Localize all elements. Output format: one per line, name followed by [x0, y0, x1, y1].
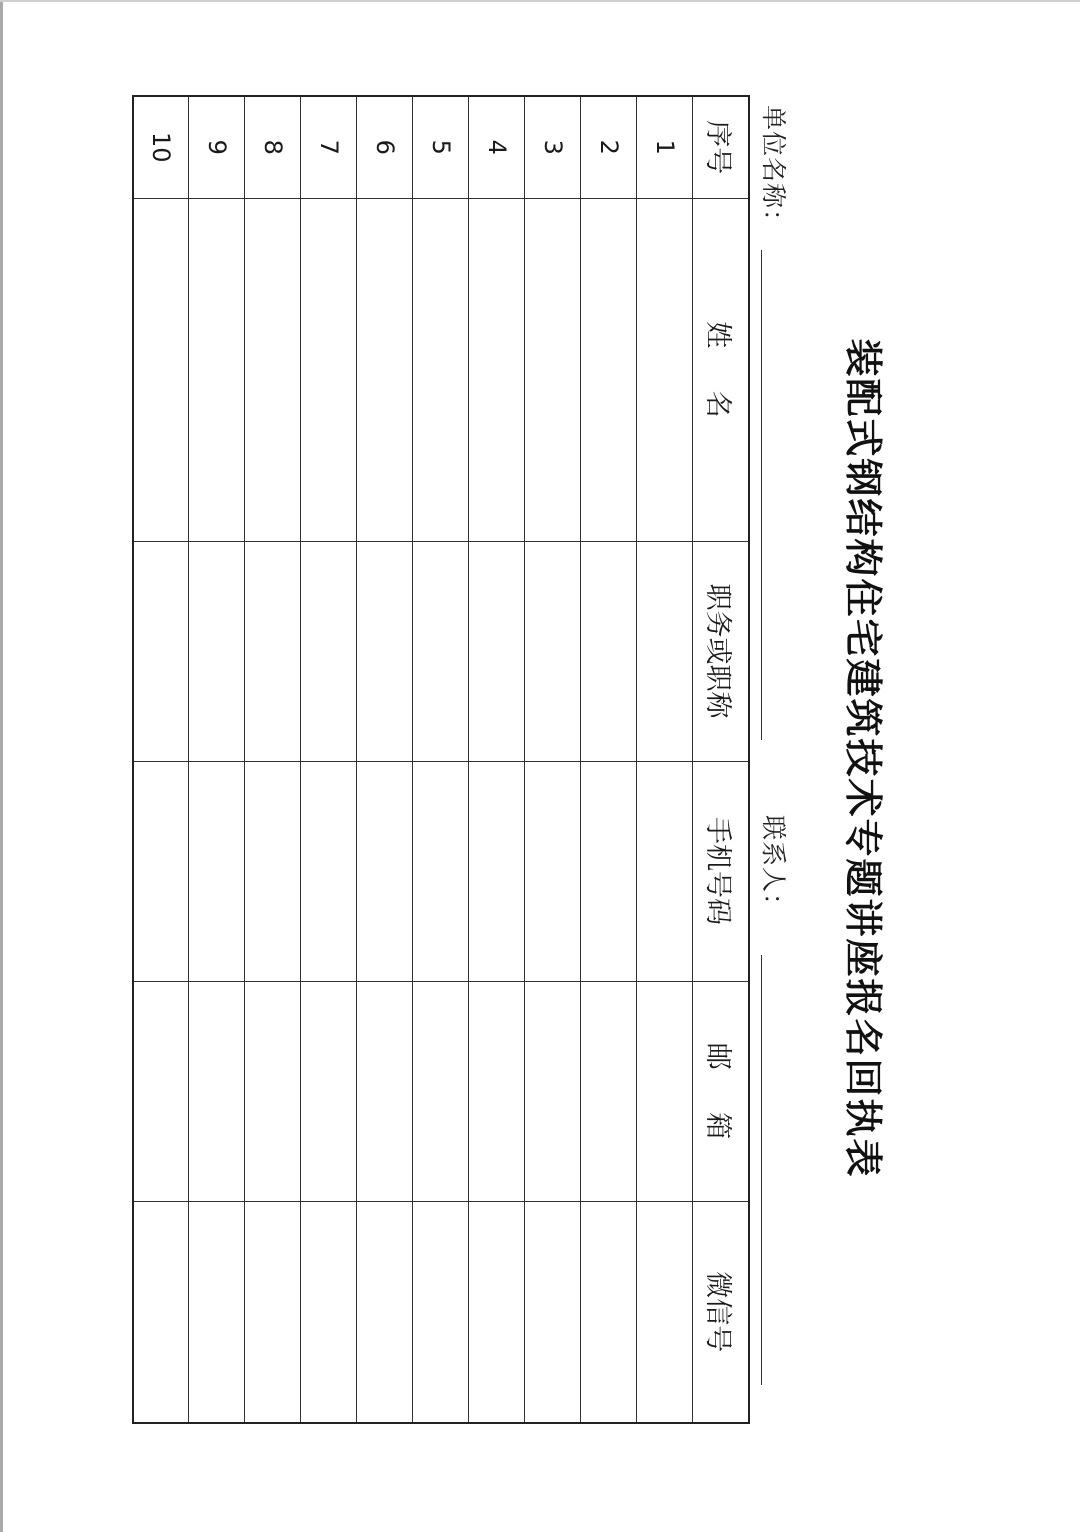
cell-email: [469, 981, 525, 1201]
cell-position: [357, 541, 413, 761]
cell-wechat: [189, 1201, 245, 1423]
cell-email: [581, 981, 637, 1201]
cell-phone: [637, 761, 693, 981]
unit-name-blank: [761, 250, 762, 740]
cell-name: [525, 198, 581, 541]
cell-email: [189, 981, 245, 1201]
cell-phone: [133, 761, 189, 981]
contact-person-label: 联系人：: [759, 815, 788, 920]
cell-name: [581, 198, 637, 541]
row-number: 7: [301, 96, 357, 198]
table-row: [413, 96, 469, 1423]
cell-position: [189, 541, 245, 761]
cell-position: [581, 541, 637, 761]
contact-person-blank: [761, 955, 762, 1385]
header-seq: 序号: [693, 96, 749, 198]
cell-phone: [189, 761, 245, 981]
cell-wechat: [637, 1201, 693, 1423]
cell-phone: [413, 761, 469, 981]
table-row: [357, 96, 413, 1423]
cell-position: [469, 541, 525, 761]
cell-wechat: [413, 1201, 469, 1423]
table-row: [133, 96, 189, 1423]
registration-table: [132, 95, 750, 1424]
cell-phone: [301, 761, 357, 981]
cell-position: [245, 541, 301, 761]
cell-wechat: [301, 1201, 357, 1423]
table-row: [581, 96, 637, 1423]
cell-name: [357, 198, 413, 541]
table-row: [245, 96, 301, 1423]
row-number: 9: [189, 96, 245, 198]
row-number: 1: [637, 96, 693, 198]
header-position: 职务或职称: [693, 541, 749, 761]
row-number: 10: [133, 96, 189, 198]
row-number: 2: [581, 96, 637, 198]
unit-name-label: 单位名称：: [759, 105, 788, 236]
cell-phone: [357, 761, 413, 981]
cell-position: [301, 541, 357, 761]
cell-phone: [581, 761, 637, 981]
cell-wechat: [469, 1201, 525, 1423]
cell-name: [413, 198, 469, 541]
table-row: [301, 96, 357, 1423]
cell-position: [525, 541, 581, 761]
cell-position: [133, 541, 189, 761]
header-email: 邮 箱: [693, 981, 749, 1201]
cell-wechat: [581, 1201, 637, 1423]
row-number: 6: [357, 96, 413, 198]
cell-position: [637, 541, 693, 761]
cell-phone: [525, 761, 581, 981]
table-row: [469, 96, 525, 1423]
cell-wechat: [525, 1201, 581, 1423]
table-row: [637, 96, 693, 1423]
table-header-row: [693, 96, 749, 1423]
row-number: 5: [413, 96, 469, 198]
table-row: [189, 96, 245, 1423]
cell-wechat: [133, 1201, 189, 1423]
cell-email: [301, 981, 357, 1201]
cell-email: [413, 981, 469, 1201]
row-number: 8: [245, 96, 301, 198]
header-phone: 手机号码: [693, 761, 749, 981]
row-number: 3: [525, 96, 581, 198]
cell-name: [189, 198, 245, 541]
cell-email: [357, 981, 413, 1201]
header-name: 姓 名: [693, 198, 749, 541]
cell-name: [133, 198, 189, 541]
cell-email: [525, 981, 581, 1201]
cell-email: [637, 981, 693, 1201]
cell-email: [245, 981, 301, 1201]
cell-wechat: [357, 1201, 413, 1423]
table-row: [525, 96, 581, 1423]
cell-name: [469, 198, 525, 541]
form-title: 装配式钢结构住宅建筑技术专题讲座报名回执表: [841, 338, 885, 1179]
header-wechat: 微信号: [693, 1201, 749, 1423]
cell-name: [637, 198, 693, 541]
cell-email: [133, 981, 189, 1201]
cell-wechat: [245, 1201, 301, 1423]
cell-phone: [245, 761, 301, 981]
row-number: 4: [469, 96, 525, 198]
cell-name: [245, 198, 301, 541]
cell-position: [413, 541, 469, 761]
cell-phone: [469, 761, 525, 981]
cell-name: [301, 198, 357, 541]
